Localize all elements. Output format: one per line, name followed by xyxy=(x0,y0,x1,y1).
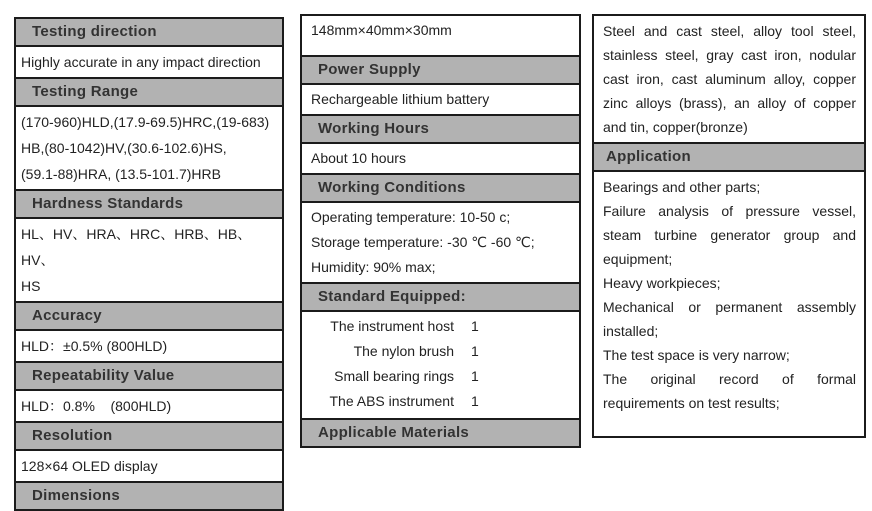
equipped-list-row xyxy=(302,312,579,420)
spec-value-row xyxy=(302,144,579,175)
spec-line: HL、HV、HRA、HRC、HRB、HB、HV、 xyxy=(21,226,252,268)
spec-paragraph: Mechanical or permanent assembly installed; xyxy=(603,299,856,339)
spec-value-row xyxy=(302,16,579,57)
equipped-item-name: The instrument host xyxy=(330,318,454,334)
spec-paragraph: The original record of formal requirements on test results; xyxy=(603,371,856,411)
spec-line: HB,(80-1042)HV,(30.6-102.6)HS, xyxy=(21,140,227,156)
section-header-application: Application xyxy=(594,144,864,172)
section-header-hardness-standards: Hardness Standards xyxy=(16,191,282,219)
equipped-item-name: The nylon brush xyxy=(353,343,454,359)
spec-value-row xyxy=(594,16,864,144)
spec-value-row xyxy=(302,85,579,116)
equipped-item-qty: 1 xyxy=(471,393,479,409)
spec-line: Storage temperature: -30 ℃ -60 ℃; xyxy=(311,234,535,250)
equipped-item-row xyxy=(311,389,579,414)
spec-value-cell xyxy=(16,451,282,481)
section-header-dimensions: Dimensions xyxy=(16,483,282,509)
spec-value-row xyxy=(16,391,282,423)
section-header-resolution: Resolution xyxy=(16,423,282,451)
spec-line: Humidity: 90% max; xyxy=(311,259,436,275)
spec-value-cell xyxy=(16,391,282,421)
section-header-power-supply: Power Supply xyxy=(302,57,579,85)
equipped-item-qty: 1 xyxy=(471,343,479,359)
spec-line: About 10 hours xyxy=(311,150,406,166)
section-header-accuracy: Accuracy xyxy=(16,303,282,331)
spec-line: 148mm×40mm×30mm xyxy=(311,22,452,38)
equipped-item-qty: 1 xyxy=(471,318,479,334)
spec-paragraph: Bearings and other parts; xyxy=(603,179,761,195)
spec-paragraph: The test space is very narrow; xyxy=(603,347,790,363)
equipped-item-name: The ABS instrument xyxy=(329,393,454,409)
spec-value-cell xyxy=(16,219,282,301)
spec-paragraph: Heavy workpieces; xyxy=(603,275,721,291)
spec-table-left xyxy=(14,17,284,511)
spec-value-cell xyxy=(302,16,579,55)
section-header-standard-equipped: Standard Equipped: xyxy=(302,284,579,312)
spec-value-row xyxy=(302,203,579,284)
spec-line: HS xyxy=(21,278,41,294)
section-header-working-hours: Working Hours xyxy=(302,116,579,144)
equipped-item-row xyxy=(311,364,579,389)
spec-value-row xyxy=(16,451,282,483)
spec-value-cell xyxy=(16,47,282,77)
spec-value-cell xyxy=(302,85,579,114)
spec-line: Operating temperature: 10-50 c; xyxy=(311,209,511,225)
spec-value-row xyxy=(16,47,282,79)
section-header-working-conditions: Working Conditions xyxy=(302,175,579,203)
spec-value-row xyxy=(16,331,282,363)
spec-line: HLD：±0.5% (800HLD) xyxy=(21,338,168,354)
spec-value-cell xyxy=(594,16,864,142)
spec-paragraph: Failure analysis of pressure vessel, steam turbine generator group and equipment; xyxy=(603,203,856,267)
section-header-repeatability-value: Repeatability Value xyxy=(16,363,282,391)
spec-value-cell xyxy=(594,172,864,436)
section-header-testing-direction: Testing direction xyxy=(16,19,282,47)
spec-value-cell xyxy=(16,107,282,189)
section-header-testing-range: Testing Range xyxy=(16,79,282,107)
equipped-item-name: Small bearing rings xyxy=(334,368,454,384)
spec-table-right xyxy=(592,14,866,438)
equipped-item-qty: 1 xyxy=(471,368,479,384)
spec-value-row xyxy=(16,107,282,191)
equipped-item-row xyxy=(311,339,579,364)
section-header-applicable-materials: Applicable Materials xyxy=(302,420,579,446)
spec-value-cell xyxy=(302,203,579,282)
equipped-item-row xyxy=(311,314,579,339)
spec-line: (170-960)HLD,(17.9-69.5)HRC,(19-683) xyxy=(21,114,270,130)
spec-paragraph: Steel and cast steel, alloy tool steel, stainless steel, gray cast iron, nodular cast iron, cast aluminum alloy, copper zinc alloys (brass), an alloy of copper and tin, copper(bronze) xyxy=(603,23,856,135)
spec-line: HLD：0.8% (800HLD) xyxy=(21,398,172,414)
spec-value-cell xyxy=(302,144,579,173)
spec-value-row xyxy=(594,172,864,436)
spec-value-cell xyxy=(16,331,282,361)
spec-table-middle xyxy=(300,14,581,448)
spec-line: Highly accurate in any impact direction xyxy=(21,54,261,70)
spec-value-row xyxy=(16,219,282,303)
spec-line: (59.1-88)HRA, (13.5-101.7)HRB xyxy=(21,166,221,182)
equipped-list-cell xyxy=(302,312,579,418)
spec-line: Rechargeable lithium battery xyxy=(311,91,490,107)
spec-line: 128×64 OLED display xyxy=(21,458,158,474)
